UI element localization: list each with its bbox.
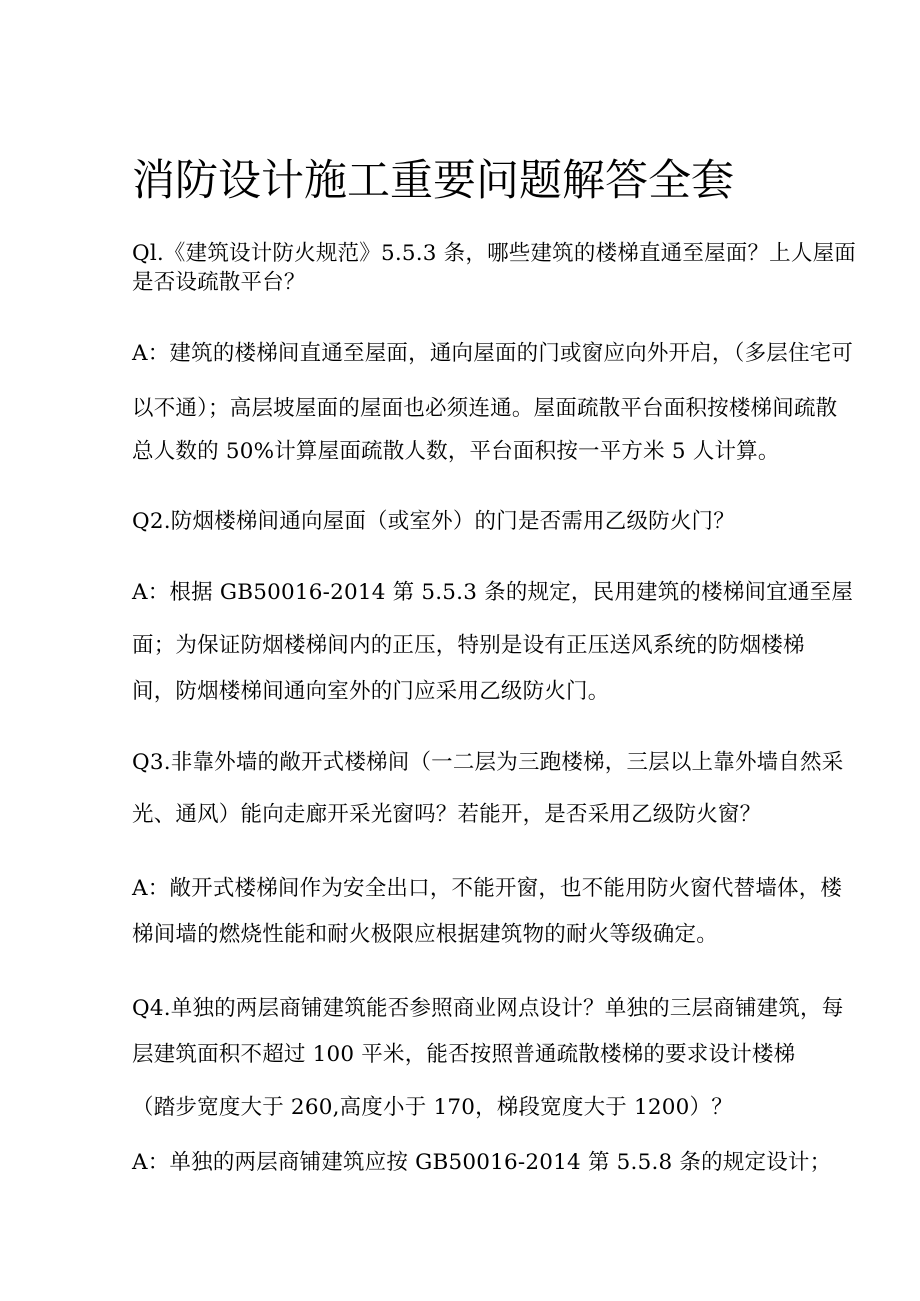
document-title: 消防设计施工重要问题解答全套 — [132, 155, 734, 206]
a1-line-2: 以不通）；高层坡屋面的屋面也必须连通。屋面疏散平台面积按楼梯间疏散 — [132, 396, 838, 421]
q3-line-2: 光、通风）能向走廊开采光窗吗？若能开，是否采用乙级防火窗？ — [132, 802, 762, 827]
a3-line-1: A：敞开式楼梯间作为安全出口，不能开窗，也不能用防火窗代替墙体，楼 — [132, 876, 843, 901]
a1-line-3: 总人数的 50%计算屋面疏散人数，平台面积按一平方米 5 人计算。 — [132, 439, 780, 464]
q4-line-3: （踏步宽度大于 260,高度小于 170，梯段宽度大于 1200）？ — [132, 1095, 733, 1120]
a2-line-2: 面；为保证防烟楼梯间内的正压，特别是设有正压送风系统的防烟楼梯 — [132, 633, 805, 658]
a1-line-1: A：建筑的楼梯间直通至屋面，通向屋面的门或窗应向外开启，（多层住宅可 — [132, 341, 854, 366]
a2-line-1: A：根据 GB50016-2014 第 5.5.3 条的规定，民用建筑的楼梯间宜通至屋 — [132, 580, 854, 605]
a4-line-1: A：单独的两层商铺建筑应按 GB50016-2014 第 5.5.8 条的规定设计； — [132, 1150, 832, 1175]
q4-line-1: Q4.单独的两层商铺建筑能否参照商业网点设计？单独的三层商铺建筑，每 — [132, 996, 844, 1021]
a2-line-3: 间，防烟楼梯间通向室外的门应采用乙级防火门。 — [132, 679, 610, 704]
a3-line-2: 梯间墙的燃烧性能和耐火极限应根据建筑物的耐火等级确定。 — [132, 922, 718, 947]
q4-line-2: 层建筑面积不超过 100 平米，能否按照普通疏散楼梯的要求设计楼梯 — [132, 1042, 796, 1067]
q1-line-1: Ql.《建筑设计防火规范》5.5.3 条，哪些建筑的楼梯直通至屋面？上人屋面 — [132, 241, 856, 266]
q2-line-1: Q2.防烟楼梯间通向屋面（或室外）的门是否需用乙级防火门？ — [132, 509, 735, 534]
q3-line-1: Q3.非靠外墙的敞开式楼梯间（一二层为三跑楼梯，三层以上靠外墙自然采 — [132, 750, 844, 775]
q1-line-2: 是否设疏散平台？ — [132, 270, 306, 295]
